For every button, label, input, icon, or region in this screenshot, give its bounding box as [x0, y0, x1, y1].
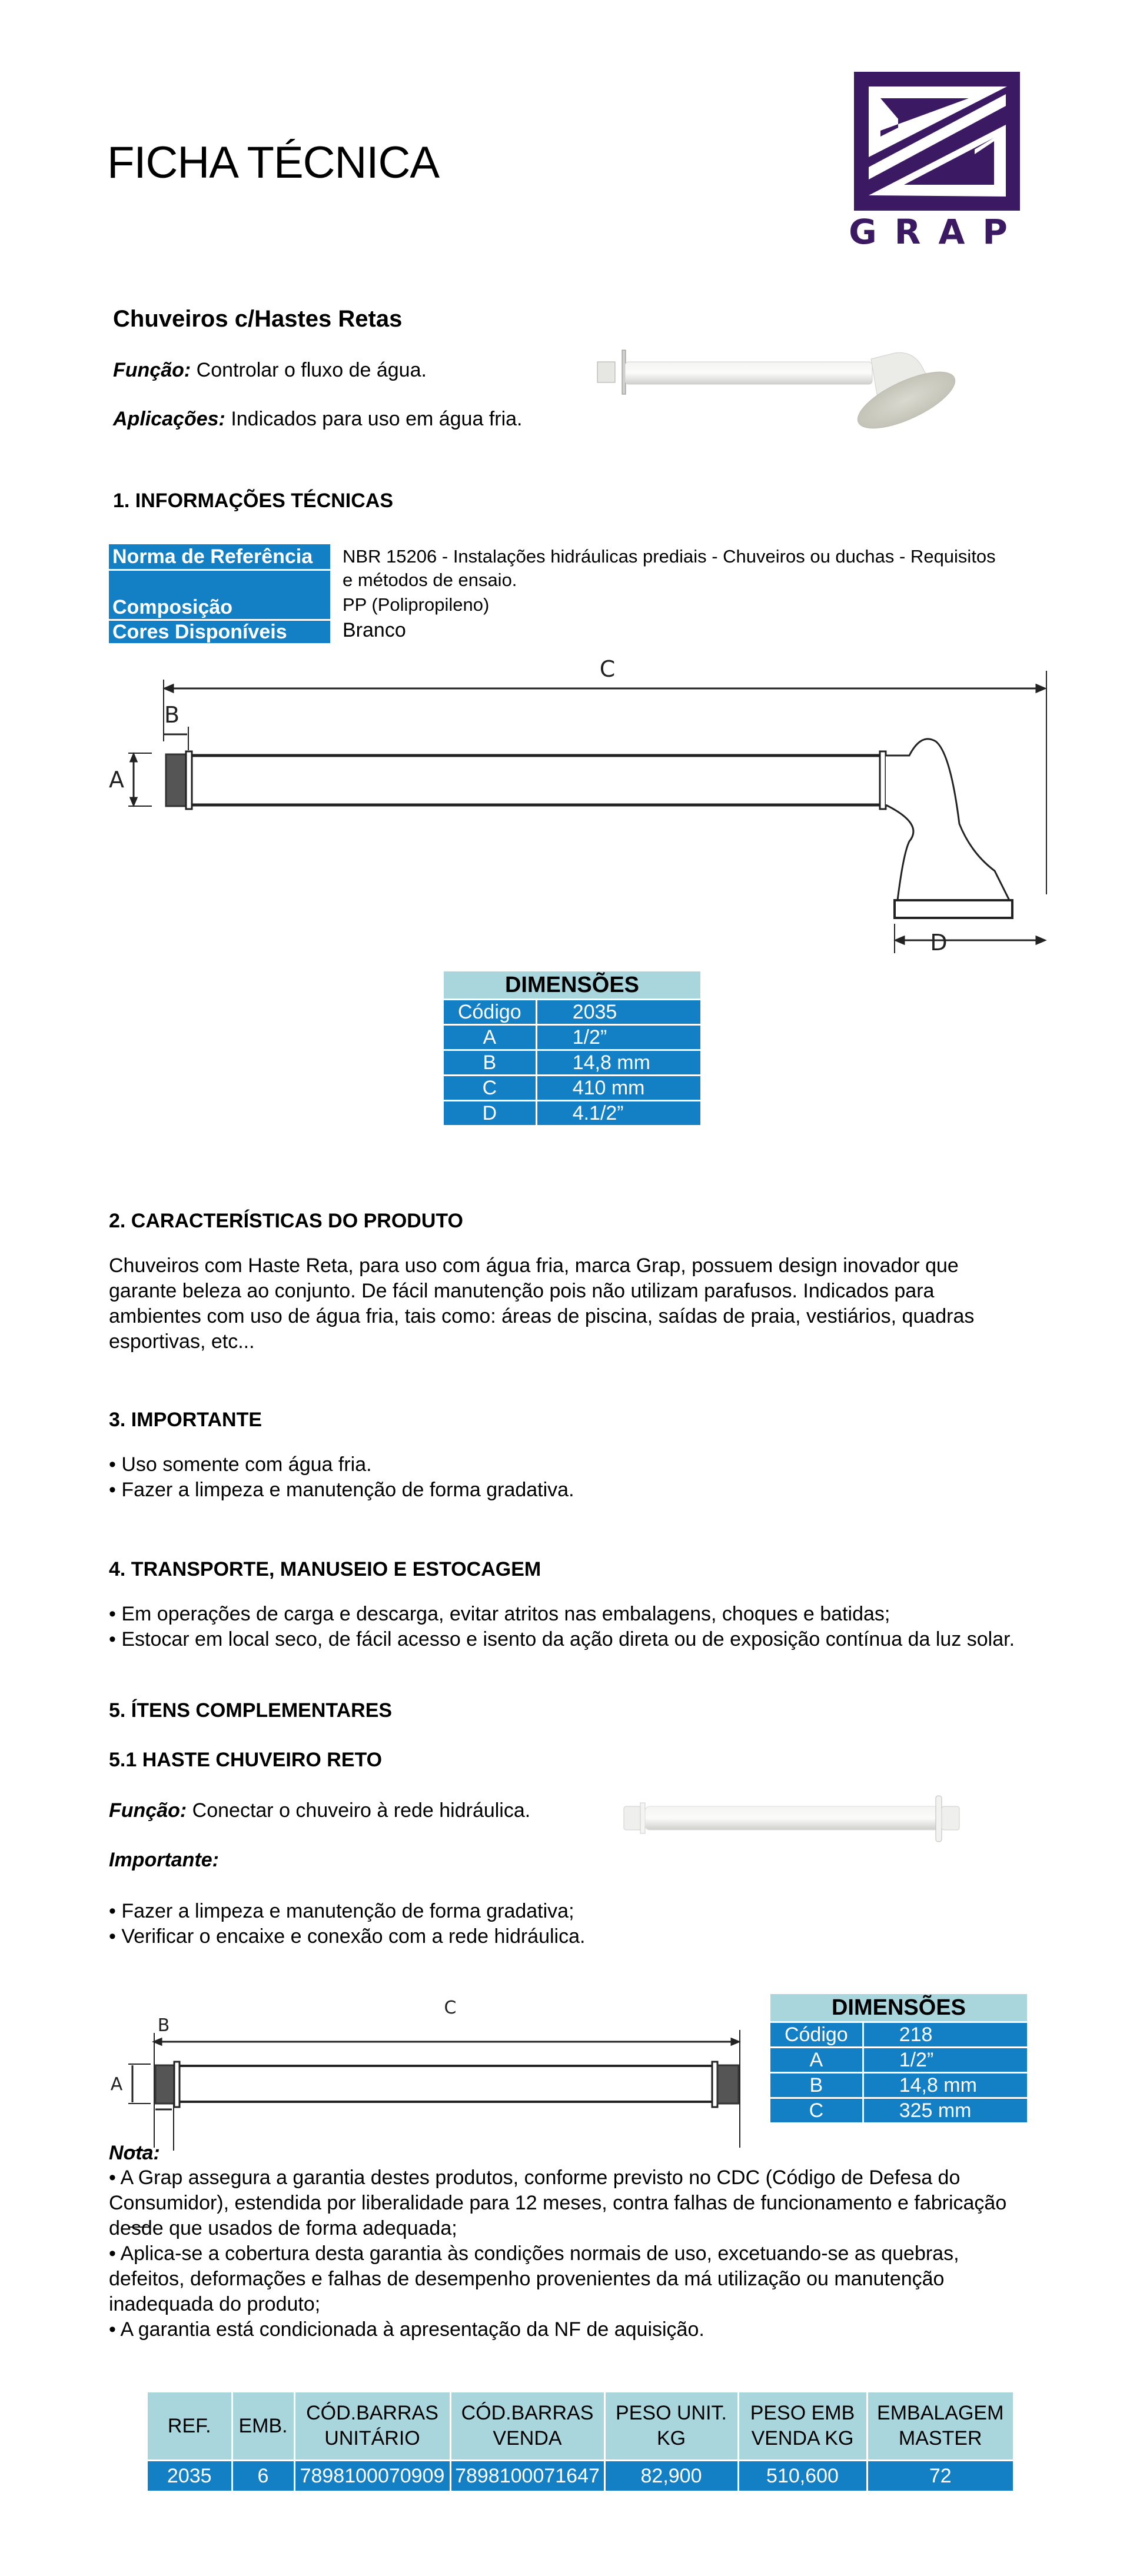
shower-arm-photo-icon	[589, 335, 971, 424]
dimension-row	[444, 1101, 700, 1126]
bullet-item: • Verificar o encaixe e conexão com a rede hidráulica.	[109, 1925, 586, 1948]
haste-function-text: Conectar o chuveiro à rede hidráulica.	[192, 1799, 531, 1822]
section3-bullets	[109, 1452, 574, 1503]
page-title: FICHA TÉCNICA	[107, 138, 440, 188]
dimension-value: 1/2”	[863, 2048, 1027, 2073]
product-table-cell: 82,900	[604, 2461, 738, 2491]
dimensions-table	[444, 971, 700, 1125]
section2-heading: 2. CARACTERÍSTICAS DO PRODUTO	[109, 1210, 463, 1232]
bullet-item: • Uso somente com água fria.	[109, 1453, 372, 1476]
bullet-item: • Fazer a limpeza e manutenção de forma gradativa.	[109, 1479, 574, 1501]
note-line: Consumidor), estendida por liberalidade para 12 meses, contra falhas de funcionamento e fabricação	[109, 2192, 1007, 2214]
product-table-header: PESO EMB VENDA KG	[738, 2392, 867, 2461]
haste-function-label: Função:	[109, 1799, 187, 1822]
dimension-key: A	[770, 2048, 863, 2073]
dimension-key: B	[770, 2073, 863, 2098]
applications-label: Aplicações:	[113, 408, 225, 430]
grap-logo-icon	[854, 72, 1020, 211]
function-label: Função:	[113, 359, 191, 381]
paragraph-line: Chuveiros com Haste Reta, para uso com água fria, marca Grap, possuem design inovador que	[109, 1254, 959, 1277]
haste-label-b: B	[157, 2015, 170, 2036]
dimension-row	[770, 2022, 1027, 2048]
bullet-item: • Fazer a limpeza e manutenção de forma gradativa;	[109, 1900, 574, 1922]
info-value-norma-line2: e métodos de ensaio.	[343, 570, 517, 590]
section1-heading: 1. INFORMAÇÕES TÉCNICAS	[113, 490, 394, 512]
dimension-value: 218	[863, 2022, 1027, 2048]
paragraph-line: esportivas, etc...	[109, 1330, 255, 1353]
section4-bullets	[109, 1602, 1015, 1652]
section2-paragraph	[109, 1253, 974, 1354]
product-table-cell: 2035	[148, 2461, 232, 2491]
haste-dimensions-title: DIMENSÕES	[770, 1994, 1027, 2022]
product-function	[113, 359, 427, 382]
note-line: • A garantia está condicionada à apresentação da NF de aquisição.	[109, 2318, 704, 2341]
section5-subheading: 5.1 HASTE CHUVEIRO RETO	[109, 1749, 383, 1771]
product-table-cell: 510,600	[738, 2461, 867, 2491]
info-value-composicao: PP (Polipropileno)	[343, 594, 490, 615]
product-applications	[113, 408, 523, 431]
product-table-header: EMB.	[232, 2392, 294, 2461]
dimension-value: 325 mm	[863, 2098, 1027, 2123]
note-text	[109, 2165, 1006, 2342]
haste-label-c: C	[444, 1998, 457, 2018]
bullet-item: • Em operações de carga e descarga, evitar atritos nas embalagens, choques e batidas;	[109, 1603, 890, 1625]
product-name: Chuveiros c/Hastes Retas	[113, 306, 403, 332]
note-label: Nota:	[109, 2142, 160, 2164]
dimension-value: 14,8 mm	[536, 1050, 700, 1076]
dimensions-title: DIMENSÕES	[444, 971, 700, 1000]
haste-dimension-diagram	[100, 1977, 765, 2130]
dimension-value: 410 mm	[536, 1076, 700, 1101]
info-label-cores: Cores Disponíveis	[109, 621, 330, 643]
dimension-key: Código	[444, 1000, 536, 1025]
dimension-row	[770, 2073, 1027, 2098]
section5-bullets	[109, 1899, 585, 1949]
dimension-key: C	[444, 1076, 536, 1101]
note-line: • Aplica-se a cobertura desta garantia às condições normais de uso, excetuando-se as quebras,	[109, 2242, 959, 2265]
dimension-value: 14,8 mm	[863, 2073, 1027, 2098]
shower-dimension-diagram	[100, 647, 1071, 956]
bullet-item: • Estocar em local seco, de fácil acesso e isento da ação direta ou de exposição contínua da luz solar.	[109, 1628, 1015, 1650]
info-value-norma-line1: NBR 15206 - Instalações hidráulicas prediais - Chuveiros ou duchas - Requisitos	[343, 546, 996, 567]
dimension-key: C	[770, 2098, 863, 2123]
product-table-header: PESO UNIT. KG	[604, 2392, 738, 2461]
paragraph-line: garante beleza ao conjunto. De fácil manutenção pois não utilizam parafusos. Indicados para	[109, 1280, 935, 1302]
paragraph-line: ambientes com uso de água fria, tais como: áreas de piscina, saídas de praia, vestiários, quadras	[109, 1305, 975, 1327]
dimension-key: Código	[770, 2022, 863, 2048]
applications-text: Indicados para uso em água fria.	[231, 408, 523, 430]
product-table-cell: 72	[867, 2461, 1013, 2491]
section3-heading: 3. IMPORTANTE	[109, 1409, 262, 1431]
info-value-cores: Branco	[343, 619, 406, 641]
dimension-value: 2035	[536, 1000, 700, 1025]
info-label-composicao: Composição	[109, 571, 330, 619]
haste-dimensions-table	[770, 1994, 1027, 2122]
haste-photo-icon	[618, 1789, 971, 1848]
product-table-header: EMBALAGEM MASTER	[867, 2392, 1013, 2461]
section4-heading: 4. TRANSPORTE, MANUSEIO E ESTOCAGEM	[109, 1558, 541, 1580]
note-line: • A Grap assegura a garantia destes produtos, conforme previsto no CDC (Código de Defesa do	[109, 2166, 960, 2189]
product-table-cell: 6	[232, 2461, 294, 2491]
dimension-row	[444, 1050, 700, 1076]
function-text: Controlar o fluxo de água.	[196, 359, 427, 381]
dimension-row	[444, 1025, 700, 1050]
info-label-norma: Norma de Referência	[109, 544, 330, 569]
dimension-row	[444, 1076, 700, 1101]
note-line: defeitos, deformações e falhas de desempenho provenientes da má utilização ou manutenção	[109, 2268, 945, 2290]
product-table-header: REF.	[148, 2392, 232, 2461]
note-line: inadequada do produto;	[109, 2293, 321, 2315]
svg-text:GRAP: GRAP	[849, 212, 1025, 252]
dimension-key: A	[444, 1025, 536, 1050]
product-table-cell: 7898100070909	[294, 2461, 450, 2491]
product-table-header: CÓD.BARRAS UNITÁRIO	[294, 2392, 450, 2461]
product-table-cell: 7898100071647	[450, 2461, 604, 2491]
grap-wordmark	[849, 212, 1025, 252]
dimension-row	[770, 2098, 1027, 2123]
diagram-label-b: B	[164, 702, 180, 728]
diagram-label-d: D	[930, 930, 948, 956]
haste-important-label: Importante:	[109, 1849, 219, 1871]
dimension-row	[770, 2048, 1027, 2073]
dimension-key: D	[444, 1101, 536, 1126]
haste-function	[109, 1799, 530, 1822]
product-table-row	[148, 2461, 1013, 2491]
dimension-value: 1/2”	[536, 1025, 700, 1050]
product-table	[148, 2392, 1013, 2491]
section5-heading: 5. ÍTENS COMPLEMENTARES	[109, 1699, 393, 1722]
dimension-row	[444, 1000, 700, 1025]
diagram-label-c: C	[599, 656, 616, 682]
haste-label-a: A	[110, 2074, 123, 2095]
product-table-header: CÓD.BARRAS VENDA	[450, 2392, 604, 2461]
dimension-key: B	[444, 1050, 536, 1076]
diagram-label-a: A	[109, 767, 124, 793]
note-line: desde que usados de forma adequada;	[109, 2217, 457, 2239]
dimension-value: 4.1/2”	[536, 1101, 700, 1126]
